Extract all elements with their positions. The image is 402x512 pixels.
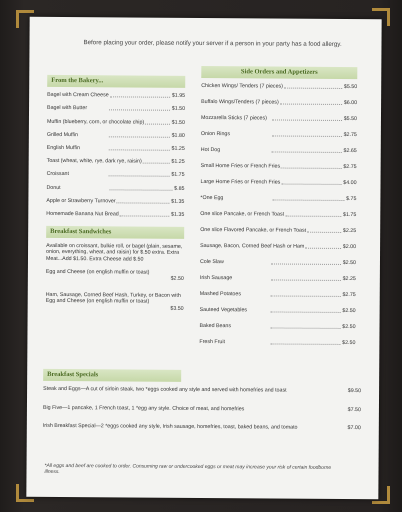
dot-leader [284,88,342,89]
specials-section [43,369,362,444]
bakery-heading: From the Bakery... [47,75,185,88]
item-price: $1.25 [171,145,185,152]
side-item [199,323,355,331]
item-price: $6.00 [343,100,358,107]
item-price: $2.50 [170,275,184,282]
dot-leader [271,296,341,297]
side-item [199,339,355,347]
dot-leader [281,168,341,169]
dot-leader [272,136,342,137]
dot-leader [120,215,169,216]
left-column [46,75,186,323]
dot-leader [109,149,170,150]
item-name: Irish Sausage [199,275,233,282]
item-price: $2.50 [342,324,356,331]
side-item [200,259,356,267]
item-name: Bagel with Cream Cheese [47,92,109,99]
item-name: Fresh Fruit [199,339,226,346]
item-price: $3.50 [170,305,184,312]
side-item [201,115,357,123]
item-name: One slice Flavored Pancake, or French Toast [200,227,307,234]
item-name: Sausage, Bacon, Corned Beef Hash or Ham [200,243,305,250]
item-name: Homemade Banana Nut Bread [46,210,119,218]
special-item [43,423,361,432]
special-item [43,405,361,414]
specials-list [43,386,361,432]
item-name: Ham, Sausage, Corned Beef Hash, Turkey, or Bacon with Egg and Cheese (on english muffin or toast) [45,291,181,305]
item-price: $2.75 [343,132,357,139]
item-name: Grilled Muffin [46,131,78,138]
item-price: $1.50 [171,106,186,113]
side-item [200,275,356,283]
dot-leader [271,264,341,265]
sandwich-list [46,268,184,312]
item-price: $1.50 [171,119,185,126]
dot-leader [109,136,170,137]
item-name: Irish Breakfast Special—2 *eggs cooked any style, Irish sausage, homefries, toast, baked beans, and tomato [42,423,298,432]
dot-leader [110,97,170,98]
sandwich-note: Available on croissant, bulkie roll, or bagel (plain, sesame, onion, everything, wheat, and raisin) for $.50 extra. Extra Meat...Add $1.50. Extra Cheese add $.50 [45,242,183,263]
item-name: Donut [46,184,61,191]
item-price: $4.00 [343,180,357,187]
item-name: Bagel with Butter [47,105,88,112]
bakery-item [47,132,185,140]
bakery-item [46,198,184,206]
right-column [199,66,357,356]
item-name: Hot Dog [200,147,221,154]
allergy-notice: Before placing your order, please notify your server if a person in your party has a food allergy. [83,39,342,48]
dot-leader [281,184,341,185]
item-price: $2.25 [342,228,357,235]
item-price: $2.50 [342,308,356,315]
menu-page [26,17,381,499]
side-item [201,99,357,107]
item-name: Small Home Fries or French Fries [200,163,281,170]
item-price: $2.75 [342,292,356,299]
sides-list [199,83,357,347]
bakery-item [46,211,184,219]
sandwiches-heading: Breakfast Sandwiches [46,225,184,238]
dot-leader [270,328,340,329]
sandwich-item [46,292,184,313]
item-name: Muffin (blueberry, corn, or chocolate chip) [46,118,145,126]
side-item [201,147,357,155]
item-price: $2.75 [343,164,357,171]
item-name: Baked Beans [199,323,232,330]
dot-leader [270,344,340,345]
item-name: Onion Rings [200,131,231,138]
item-price: $1.95 [171,92,186,99]
side-item [201,179,357,187]
item-price: $1.75 [343,212,357,219]
dot-leader [143,163,170,164]
side-item [201,131,357,139]
item-name: Big Five—1 pancake, 1 French toast, 1 *egg any style. Choice of meat, and homefries [42,404,245,413]
item-price: $2.65 [343,148,357,155]
item-name: *One Egg [200,195,224,202]
dot-leader [271,280,341,281]
dot-leader [145,123,169,124]
item-price: $2.25 [342,276,356,283]
item-price: $7.00 [347,425,361,432]
side-item [201,83,357,91]
bakery-item [46,184,184,192]
item-price: $9.50 [347,388,362,395]
dot-leader [273,200,344,201]
specials-heading: Breakfast Specials [43,369,181,382]
item-price: $1.80 [171,132,185,139]
item-price: $.85 [174,185,185,192]
side-item [200,195,356,203]
bakery-item [47,118,185,126]
dot-leader [109,110,170,111]
food-safety-footnote: *All eggs and beef are cooked to order. Consuming raw or undercooked eggs or meat may increase your risk of certain foodborne illness. [44,462,332,476]
bakery-list [46,92,185,218]
item-name: Toast (wheat, white, rye, dark rye, raisin) [46,158,142,165]
item-price: $1.25 [171,158,185,166]
bakery-item [47,92,185,100]
sandwich-item [46,268,184,282]
dot-leader [285,216,341,217]
side-item [200,291,356,299]
side-item [201,163,357,171]
item-price: $1.35 [171,211,185,218]
dot-leader [270,312,340,313]
item-name: Mozzarella Sticks (7 pieces) [200,115,267,122]
item-name: English Muffin [46,144,80,152]
item-name: Apple or Strawberry Turnover [46,197,116,205]
side-item [200,211,356,219]
item-name: Mashed Potatoes [199,291,242,298]
dot-leader [272,120,342,121]
dot-leader [110,189,172,190]
dot-leader [305,248,341,249]
item-price: $2.50 [342,340,356,347]
item-price: $5.50 [343,84,358,91]
dot-leader [117,202,170,203]
dot-leader [272,152,342,153]
item-name: Cole Slaw [199,259,224,266]
bakery-item [47,145,185,153]
item-name: Sauteed Vegetables [199,307,248,314]
item-price: $.75 [346,196,357,203]
bakery-item [47,105,185,113]
item-price: $1.75 [171,172,185,179]
dot-leader [307,232,341,233]
item-name: Egg and Cheese (on english muffin or toast) [45,268,150,276]
item-name: Chicken Wings/ Tenders (7 pieces) [201,83,283,90]
bakery-item [47,158,185,166]
item-name: One slice Pancake, or French Toast [200,211,285,218]
item-price: $2.50 [342,260,357,267]
dot-leader [108,176,169,177]
item-name: Buffalo Wings/Tenders (7 pieces) [201,99,279,106]
item-name: Croissant [46,171,69,178]
item-price: $2.00 [342,244,357,251]
special-item [43,386,361,395]
item-price: $7.50 [347,406,361,413]
item-price: $5.50 [343,116,358,123]
item-name: Steak and Eggs—A cut of sirloin steak, two *eggs cooked any style and served with homefries and toast [43,386,287,394]
side-item [200,243,356,251]
bakery-item [47,171,185,179]
sides-heading: Side Orders and Appetizers [201,66,357,79]
side-item [200,227,356,235]
item-price: $1.35 [171,198,185,205]
dot-leader [280,104,342,105]
item-name: Large Home Fries or French Fries [200,179,281,186]
side-item [200,307,356,315]
